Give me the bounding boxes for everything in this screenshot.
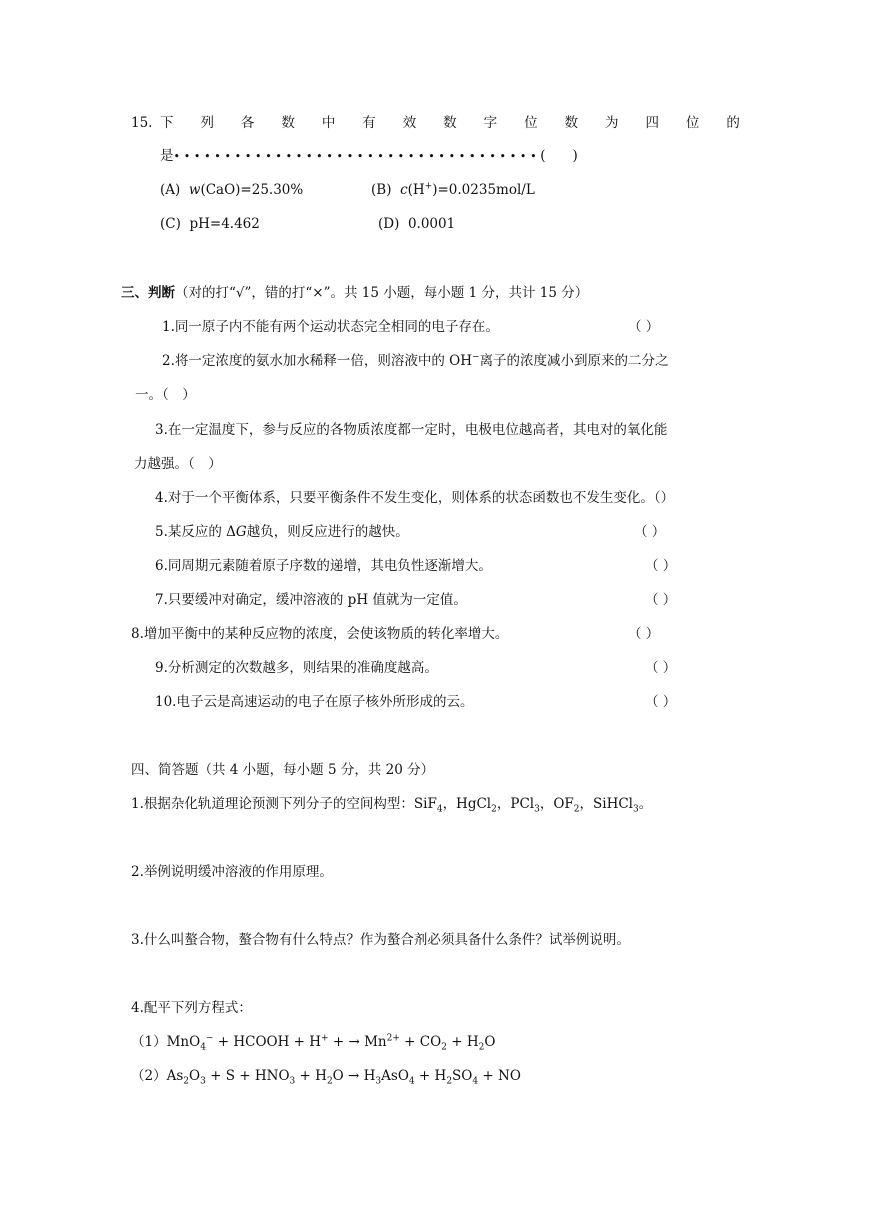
q15-stem-char: 各	[240, 115, 255, 131]
q15-option-a: (A) w(CaO)=25.30%	[160, 182, 304, 198]
q15-stem-char: 的	[726, 115, 740, 131]
short-q3: 3.什么叫螯合物，螯合物有什么特点？作为螯合剂必须具备什么条件？试举例说明。	[131, 932, 630, 948]
judge-q3-line1: 3.在一定温度下，参与反应的各物质浓度都一定时，电极电位越高者，其电对的氧化能	[155, 422, 668, 438]
judge-q10-paren: （ ）	[645, 694, 677, 710]
q15-stem-char: 下	[160, 115, 174, 131]
judge-q3-line2: 力越强。（ ）	[134, 456, 222, 472]
judge-q8-paren: （ ）	[628, 626, 660, 642]
q15-leader-dots: ••••••••••••••••••••••••••••••••••••	[173, 150, 541, 163]
judge-q7-paren: （ ）	[645, 592, 677, 608]
section3-title: 三、判断	[121, 285, 175, 301]
equation-1: （1）MnO$_4$− + HCOOH + H+ + → $Mn^{2+} + CO_2 + H_2O$	[131, 1033, 496, 1053]
q15-stem-end: 是	[160, 148, 174, 164]
q15-stem-char: 数	[564, 115, 579, 131]
q15-stem-char: 列	[200, 115, 214, 131]
q15-stem-char: 数	[281, 115, 295, 131]
q15-stem-char: 效	[402, 115, 417, 131]
short-q4: 4.配平下列方程式：	[131, 1000, 252, 1016]
judge-q9-paren: （ ）	[645, 660, 677, 676]
section3-note: （对的打“√”，错的打“×”。共 15 小题，每小题 1 分，共计 15 分）	[175, 285, 589, 301]
judge-q8: 8.增加平衡中的某种反应物的浓度，会使该物质的转化率增大。	[131, 626, 509, 642]
q15-stem-char: 为	[604, 115, 619, 131]
q15-stem-char: 位	[524, 115, 538, 131]
short-q2: 2.举例说明缓冲溶液的作用原理。	[131, 864, 333, 880]
judge-q1-paren: （ ）	[628, 319, 660, 335]
section4-heading: 四、简答题（共 4 小题，每小题 5 分，共 20 分）	[131, 762, 435, 778]
judge-q5: 5.某反应的 ΔG越负，则反应进行的越快。	[155, 524, 409, 540]
judge-q6-paren: （ ）	[645, 558, 677, 574]
judge-q10: 10.电子云是高速运动的电子在原子核外所形成的云。	[155, 694, 474, 710]
q15-answer-paren: ( )	[540, 148, 578, 164]
q15-stem-char: 四	[645, 115, 659, 131]
q15-stem-end-line	[160, 146, 578, 167]
judge-q1: 1.同一原子内不能有两个运动状态完全相同的电子存在。	[162, 319, 499, 335]
judge-q7: 7.只要缓冲对确定，缓冲溶液的 pH 值就为一定值。	[155, 592, 467, 608]
q15-number: 15.	[131, 115, 153, 131]
q15-stem-char: 位	[685, 115, 700, 131]
judge-q6: 6.同周期元素随着原子序数的递增，其电负性逐渐增大。	[155, 558, 492, 574]
q15-stem-char: 有	[362, 115, 376, 131]
equation-2: $(2)As_2O_3 + S + HNO_3 + H_2O \to H_3AsO_4 + H_2SO_4$ + NO	[131, 1068, 521, 1087]
q15-option-b: (B) c(H+)=0.0235mol/L	[371, 181, 535, 198]
q15-stem	[160, 113, 740, 133]
judge-q4: 4.对于一个平衡体系，只要平衡条件不发生变化，则体系的状态函数也不发生变化。（）	[155, 490, 675, 506]
q15-stem-char: 字	[483, 115, 498, 131]
judge-q2-line2: 一。（ ）	[135, 387, 196, 403]
judge-q2-line1: 2.将一定浓度的氨水加水稀释一倍，则溶液中的 OH−离子的浓度减小到原来的二分之	[162, 352, 669, 369]
q15-stem-char: 中	[321, 115, 336, 131]
judge-q5-paren: （ ）	[634, 524, 666, 540]
q15-stem-char: 数	[443, 115, 457, 131]
short-q1: 1.根据杂化轨道理论预测下列分子的空间构型：SiF$_4$，HgCl$_2$，PCl$_3$，$OF_2$，SiHCl$_3$。	[131, 796, 653, 815]
judge-q9: 9.分析测定的次数越多，则结果的准确度越高。	[155, 660, 438, 676]
q15-option-d: (D) 0.0001	[378, 216, 456, 232]
section3-heading	[121, 283, 588, 303]
q15-option-c: (C) pH=4.462	[160, 216, 260, 232]
